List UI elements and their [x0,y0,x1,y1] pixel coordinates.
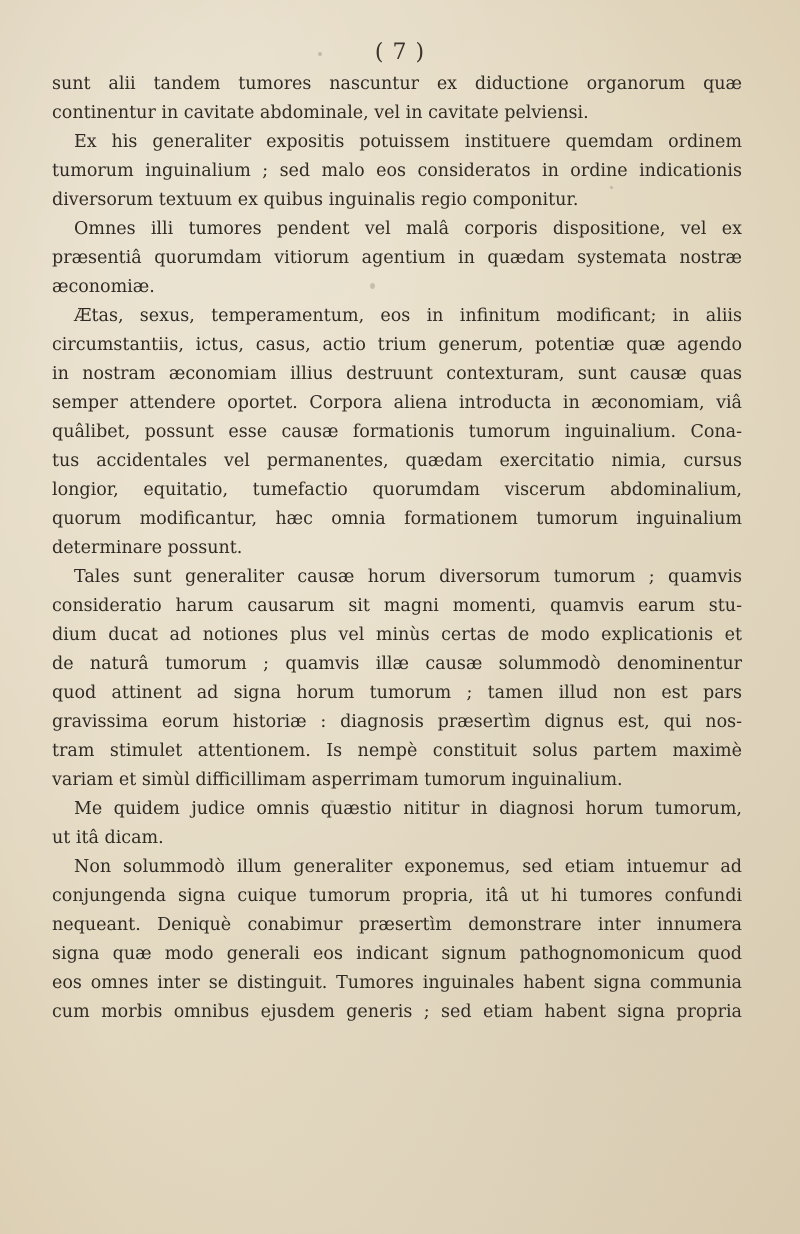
text-line: conjungenda signa cuique tumorum propria, itâ ut hi tumores confundi [52,886,742,906]
text-line: dium ducat ad notiones plus vel minùs certas de modo explicationis et [52,625,742,645]
page-number: ( 7 ) [374,40,426,65]
text-line: tumorum inguinalium ; sed malo eos consideratos in ordine indicationis [52,161,742,181]
text-line: Ætas, sexus, temperamentum, eos in infinitum modificant; in aliis [74,306,742,326]
paragraph [52,215,742,302]
text-line: quâlibet, possunt esse causæ formationis tumorum inguinalium. Cona- [52,422,742,442]
paragraph [52,795,742,853]
text-line: Me quidem judice omnis quæstio nititur in diagnosi horum tumorum, [74,799,742,819]
text-line: variam et simùl difficillimam asperrimam tumorum inguinalium. [52,770,623,790]
text-line: cum morbis omnibus ejusdem generis ; sed etiam habent signa propria [52,1002,742,1022]
text-line: Omnes illi tumores pendent vel malâ corporis dispositione, vel ex [74,219,742,239]
paragraph [52,563,742,795]
text-line: semper attendere oportet. Corpora aliena introducta in æconomiam, viâ [52,393,742,413]
text-line: Non solummodò illum generaliter exponemus, sed etiam intuemur ad [74,857,742,877]
text-line: Tales sunt generaliter causæ horum diversorum tumorum ; quamvis [74,567,742,587]
text-line: tram stimulet attentionem. Is nempè constituit solus partem maximè [52,741,742,761]
paragraph [52,302,742,563]
text-line: præsentiâ quorumdam vitiorum agentium in quædam systemata nostræ [52,248,742,268]
text-line: continentur in cavitate abdominale, vel in cavitate pelviensi. [52,103,589,123]
text-line: quorum modificantur, hæc omnia formationem tumorum inguinalium [52,509,742,529]
text-line: quod attinent ad signa horum tumorum ; tamen illud non est pars [52,683,742,703]
text-line: æconomiæ. [52,277,155,297]
text-line: Ex his generaliter expositis potuissem instituere quemdam ordinem [74,132,742,152]
paragraph [52,128,742,215]
text-line: gravissima eorum historiæ : diagnosis præsertìm dignus est, qui nos- [52,712,742,732]
text-line: de naturâ tumorum ; quamvis illæ causæ solummodò denominentur [52,654,742,674]
text-line: determinare possunt. [52,538,243,558]
text-line: longior, equitatio, tumefactio quorumdam viscerum abdominalium, [52,480,742,500]
text-line: consideratio harum causarum sit magni momenti, quamvis earum stu- [52,596,742,616]
text-line: tus accidentales vel permanentes, quædam exercitatio nimia, cursus [52,451,742,471]
text-line: nequeant. Deniquè conabimur præsertìm demonstrare inter innumera [52,915,742,935]
text-line: ut itâ dicam. [52,828,164,848]
text-line: sunt alii tandem tumores nascuntur ex diductione organorum quæ [52,74,742,94]
paragraph [52,853,742,1027]
paragraph [52,70,742,128]
body-text [52,70,742,1027]
text-line: diversorum textuum ex quibus inguinalis regio componitur. [52,190,579,210]
text-line: in nostram æconomiam illius destruunt contexturam, sunt causæ quas [52,364,742,384]
text-line: signa quæ modo generali eos indicant signum pathognomonicum quod [52,944,742,964]
text-line: circumstantiis, ictus, casus, actio trium generum, potentiæ quæ agendo [52,335,742,355]
text-line: eos omnes inter se distinguit. Tumores inguinales habent signa communia [52,973,742,993]
